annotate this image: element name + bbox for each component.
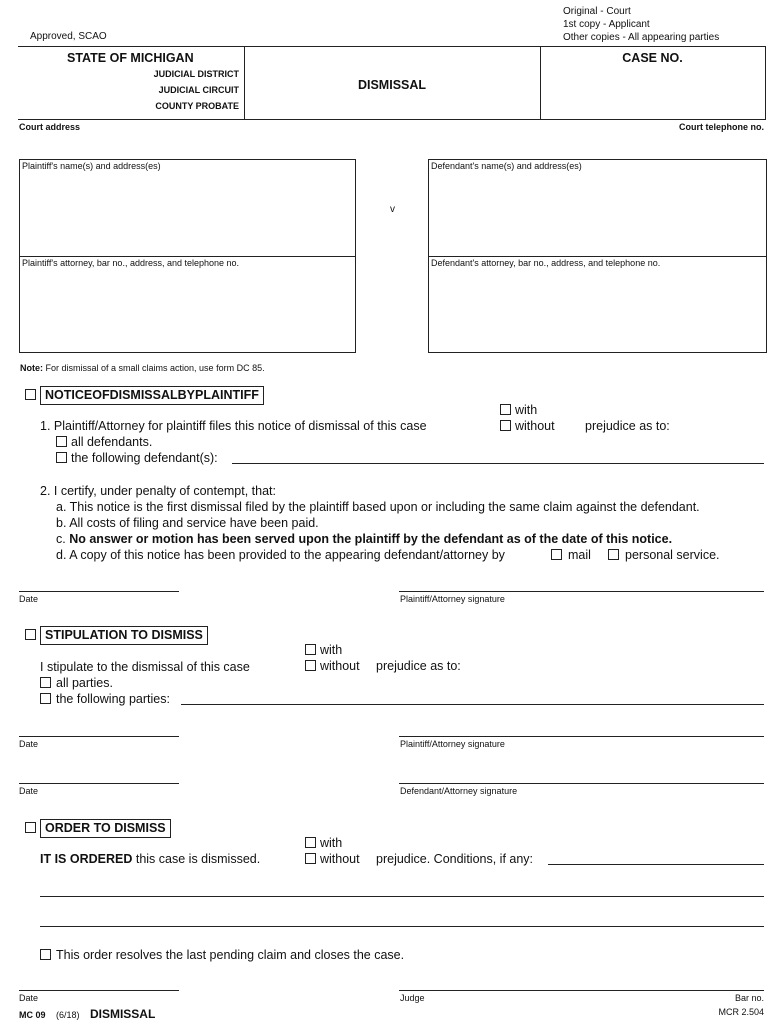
all-parties-label: all parties. <box>56 676 113 690</box>
note <box>20 363 265 373</box>
case-no-label: CASE NO. <box>622 51 683 65</box>
notice-item-2: 2. I certify, under penalty of contempt, that: <box>40 484 277 498</box>
court-address-label: Court address <box>19 122 81 132</box>
notice-item-2b: b. All costs of filing and service have been paid. <box>56 516 319 530</box>
form-footer <box>19 1005 155 1023</box>
judge-label: Judge <box>400 993 425 1003</box>
closes-case-label: This order resolves the last pending claim and closes the case. <box>56 948 405 962</box>
stipulation-prejudice-label: prejudice as to: <box>376 659 461 673</box>
defendant-label: Defendant's name(s) and address(es) <box>431 161 582 171</box>
notice-with-checkbox[interactable] <box>500 404 511 415</box>
plaintiff-attorney-label: Plaintiff's attorney, bar no., address, and telephone no. <box>22 258 240 268</box>
judge-signature-field[interactable] <box>399 990 764 991</box>
court-rule: MCR 2.504 <box>718 1007 764 1017</box>
copy-distribution <box>563 5 719 44</box>
mail-label: mail <box>568 548 591 562</box>
copy-line: Original - Court <box>563 6 631 17</box>
conditions-field-2[interactable] <box>40 896 764 897</box>
order-date-label: Date <box>19 993 39 1003</box>
order-text <box>40 852 260 866</box>
mail-checkbox[interactable] <box>551 549 562 560</box>
order-with-checkbox[interactable] <box>305 837 316 848</box>
order-rest-text: this case is dismissed. <box>135 852 261 866</box>
copy-line: 1st copy - Applicant <box>563 19 650 30</box>
stipulation-sig1-label: Plaintiff/Attorney signature <box>400 739 505 749</box>
notice-signature-field[interactable] <box>399 591 764 592</box>
order-with-label: with <box>320 836 343 850</box>
court-telephone-label: Court telephone no. <box>679 122 764 132</box>
all-defendants-checkbox[interactable] <box>56 436 67 447</box>
notice-without-label: without <box>515 419 555 433</box>
order-date-field[interactable] <box>19 990 179 991</box>
item-2c-prefix: c. <box>56 532 66 546</box>
stipulation-section-title: STIPULATION TO DISMISS <box>40 626 208 645</box>
form-revision: (6/18) <box>55 1010 80 1020</box>
following-defendants-label: the following defendant(s): <box>71 451 218 465</box>
order-bold-text: IT IS ORDERED <box>40 852 133 866</box>
county-probate-label: COUNTY PROBATE <box>155 101 239 111</box>
stipulation-sig1-field[interactable] <box>399 736 764 737</box>
stipulation-with-label: with <box>320 643 343 657</box>
following-parties-checkbox[interactable] <box>40 693 51 704</box>
form-number: MC 09 <box>19 1010 46 1020</box>
notice-date-label: Date <box>19 594 39 604</box>
versus-label: v <box>390 204 395 215</box>
notice-signature-label: Plaintiff/Attorney signature <box>400 594 505 604</box>
defendant-attorney-label: Defendant's attorney, bar no., address, and telephone no. <box>431 258 661 268</box>
stipulation-without-checkbox[interactable] <box>305 660 316 671</box>
copy-line: Other copies - All appearing parties <box>563 32 720 43</box>
order-without-label: without <box>320 852 360 866</box>
notice-checkbox[interactable] <box>25 389 36 400</box>
stipulation-date2-field[interactable] <box>19 783 179 784</box>
stipulation-sig2-field[interactable] <box>399 783 764 784</box>
all-defendants-label: all defendants. <box>71 435 153 449</box>
plaintiff-label: Plaintiff's name(s) and address(es) <box>22 161 161 171</box>
all-parties-checkbox[interactable] <box>40 677 51 688</box>
state-label: STATE OF MICHIGAN <box>67 51 194 65</box>
notice-date-field[interactable] <box>19 591 179 592</box>
footer-form-name: DISMISSAL <box>89 1007 156 1021</box>
judicial-circuit-label: JUDICIAL CIRCUIT <box>158 85 239 95</box>
stipulation-text: I stipulate to the dismissal of this case <box>40 660 250 674</box>
notice-item-2d: d. A copy of this notice has been provided to the appearing defendant/attorney by <box>56 548 505 562</box>
form-title: DISMISSAL <box>357 78 427 92</box>
conditions-field-1[interactable] <box>548 864 764 865</box>
notice-section-title: NOTICEOFDISMISSALBYPLAINTIFF <box>40 386 264 405</box>
personal-service-checkbox[interactable] <box>608 549 619 560</box>
order-section-title: ORDER TO DISMISS <box>40 819 171 838</box>
following-parties-label: the following parties: <box>56 692 170 706</box>
stipulation-date2-label: Date <box>19 786 39 796</box>
note-text: For dismissal of a small claims action, use form DC 85. <box>45 363 265 373</box>
approved-label: Approved, SCAO <box>30 31 107 42</box>
following-parties-field[interactable] <box>181 704 764 705</box>
stipulation-without-label: without <box>320 659 360 673</box>
personal-service-label: personal service. <box>625 548 720 562</box>
notice-with-label: with <box>515 403 538 417</box>
order-without-checkbox[interactable] <box>305 853 316 864</box>
stipulation-date1-field[interactable] <box>19 736 179 737</box>
conditions-field-3[interactable] <box>40 926 764 927</box>
stipulation-with-checkbox[interactable] <box>305 644 316 655</box>
closes-case-checkbox[interactable] <box>40 949 51 960</box>
judicial-district-label: JUDICIAL DISTRICT <box>153 69 239 79</box>
following-defendants-field[interactable] <box>232 463 764 464</box>
stipulation-date1-label: Date <box>19 739 39 749</box>
stipulation-sig2-label: Defendant/Attorney signature <box>400 786 518 796</box>
note-label: Note: <box>20 363 43 373</box>
notice-prejudice-label: prejudice as to: <box>585 419 670 433</box>
order-prejudice-label: prejudice. Conditions, if any: <box>376 852 534 866</box>
bar-no-label: Bar no. <box>734 993 764 1003</box>
notice-item-2c <box>56 532 672 546</box>
stipulation-checkbox[interactable] <box>25 629 36 640</box>
notice-without-checkbox[interactable] <box>500 420 511 431</box>
order-checkbox[interactable] <box>25 822 36 833</box>
item-2c-text: No answer or motion has been served upon the plaintiff by the defendant as of the date of this notice. <box>69 532 673 546</box>
notice-item-2a: a. This notice is the first dismissal filed by the plaintiff based upon or including the same claim against the defendant. <box>56 500 700 514</box>
notice-item-1: 1. Plaintiff/Attorney for plaintiff files this notice of dismissal of this case <box>40 419 427 433</box>
following-defendants-checkbox[interactable] <box>56 452 67 463</box>
